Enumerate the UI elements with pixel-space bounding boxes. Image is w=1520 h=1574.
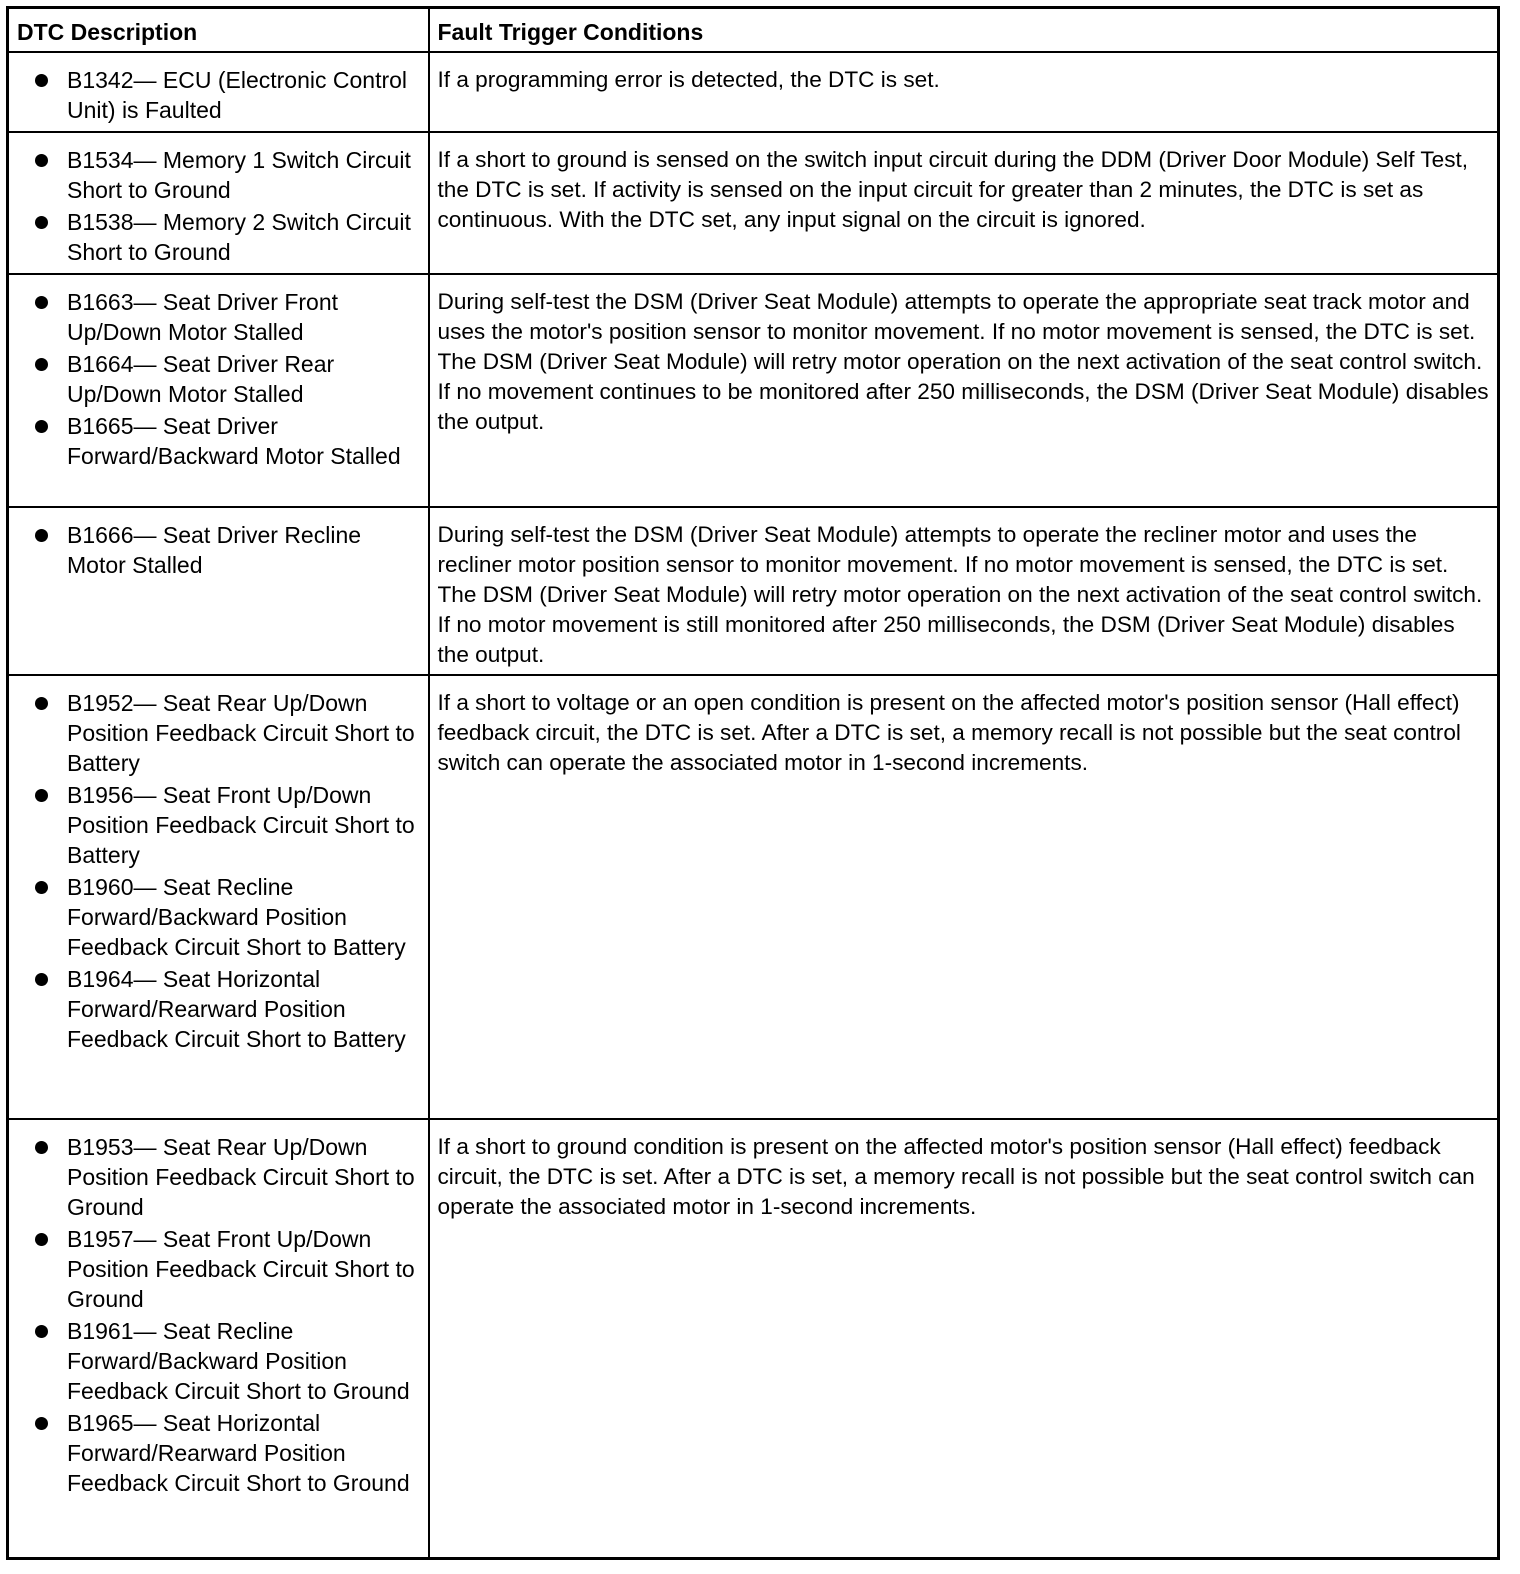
table-row: [8, 274, 1499, 507]
dtc-item: [33, 207, 422, 267]
header-fault-trigger-conditions: Fault Trigger Conditions: [429, 8, 1499, 52]
dtc-item: [33, 872, 422, 962]
dtc-list: [33, 520, 422, 580]
fault-condition-cell: During self-test the DSM (Driver Seat Module) attempts to operate the recliner motor and uses the recliner motor position sensor to monitor movement. If no motor movement is sensed, the DTC is set. The DSM (Driver Seat Module) will retry motor operation on the next activation of the seat control switch. If no motor movement is still monitored after 250 milliseconds, the DSM (Driver Seat Module) disables the output.: [429, 507, 1499, 675]
bullet-icon: [35, 697, 48, 710]
bullet-icon: [35, 420, 48, 433]
dtc-description-cell: [8, 507, 429, 675]
dtc-description-cell: [8, 1119, 429, 1559]
dtc-item: [33, 65, 422, 125]
dtc-list: [33, 287, 422, 471]
table-row: [8, 1119, 1499, 1559]
dtc-description-cell: [8, 132, 429, 274]
dtc-item: [33, 1408, 422, 1498]
table-body: [8, 52, 1499, 1559]
dtc-item-text: B1665— Seat Driver Forward/Backward Motor Stalled: [67, 412, 401, 469]
fault-condition-cell: If a programming error is detected, the DTC is set.: [429, 52, 1499, 132]
dtc-list: [33, 65, 422, 125]
dtc-item-text: B1953— Seat Rear Up/Down Position Feedback Circuit Short to Ground: [67, 1133, 415, 1220]
dtc-item-text: B1965— Seat Horizontal Forward/Rearward Position Feedback Circuit Short to Ground: [67, 1409, 410, 1496]
dtc-description-cell: [8, 675, 429, 1119]
bullet-icon: [35, 789, 48, 802]
bullet-icon: [35, 1141, 48, 1154]
dtc-item: [33, 520, 422, 580]
bullet-icon: [35, 1417, 48, 1430]
bullet-icon: [35, 216, 48, 229]
bullet-icon: [35, 973, 48, 986]
dtc-item: [33, 349, 422, 409]
dtc-item-text: B1964— Seat Horizontal Forward/Rearward Position Feedback Circuit Short to Battery: [67, 965, 406, 1052]
dtc-item-text: B1956— Seat Front Up/Down Position Feedback Circuit Short to Battery: [67, 781, 415, 868]
dtc-description-cell: [8, 52, 429, 132]
dtc-item: [33, 688, 422, 778]
table-row: [8, 132, 1499, 274]
bullet-icon: [35, 1233, 48, 1246]
dtc-item-text: B1960— Seat Recline Forward/Backward Position Feedback Circuit Short to Battery: [67, 873, 406, 960]
dtc-item-text: B1957— Seat Front Up/Down Position Feedback Circuit Short to Ground: [67, 1225, 415, 1312]
bullet-icon: [35, 296, 48, 309]
dtc-item: [33, 411, 422, 471]
bullet-icon: [35, 881, 48, 894]
dtc-table: [6, 6, 1500, 1560]
dtc-description-cell: [8, 274, 429, 507]
dtc-item-text: B1664— Seat Driver Rear Up/Down Motor Stalled: [67, 350, 335, 407]
dtc-list: [33, 145, 422, 267]
bullet-icon: [35, 358, 48, 371]
dtc-item: [33, 145, 422, 205]
dtc-list: [33, 1132, 422, 1498]
dtc-item-text: B1952— Seat Rear Up/Down Position Feedback Circuit Short to Battery: [67, 689, 415, 776]
dtc-item-text: B1534— Memory 1 Switch Circuit Short to Ground: [67, 146, 411, 203]
dtc-item-text: B1961— Seat Recline Forward/Backward Position Feedback Circuit Short to Ground: [67, 1317, 410, 1404]
bullet-icon: [35, 74, 48, 87]
dtc-item-text: B1666— Seat Driver Recline Motor Stalled: [67, 521, 362, 578]
dtc-item: [33, 1316, 422, 1406]
dtc-list: [33, 688, 422, 1054]
table-row: [8, 507, 1499, 675]
table-row: [8, 675, 1499, 1119]
bullet-icon: [35, 529, 48, 542]
fault-condition-cell: If a short to ground condition is present on the affected motor's position sensor (Hall effect) feedback circuit, the DTC is set. After a DTC is set, a memory recall is not possible but the seat control switch can operate the associated motor in 1-second increments.: [429, 1119, 1499, 1559]
dtc-item-text: B1663— Seat Driver Front Up/Down Motor Stalled: [67, 288, 339, 345]
dtc-item-text: B1342— ECU (Electronic Control Unit) is Faulted: [67, 66, 408, 123]
fault-condition-cell: During self-test the DSM (Driver Seat Module) attempts to operate the appropriate seat track motor and uses the motor's position sensor to monitor movement. If no motor movement is sensed, the DTC is set. The DSM (Driver Seat Module) will retry motor operation on the next activation of the seat control switch. If no movement continues to be monitored after 250 milliseconds, the DSM (Driver Seat Module) disables the output.: [429, 274, 1499, 507]
dtc-item: [33, 287, 422, 347]
dtc-item: [33, 780, 422, 870]
dtc-item: [33, 964, 422, 1054]
dtc-item: [33, 1224, 422, 1314]
fault-condition-cell: If a short to voltage or an open condition is present on the affected motor's position sensor (Hall effect) feedback circuit, the DTC is set. After a DTC is set, a memory recall is not possible but the seat control switch can operate the associated motor in 1-second increments.: [429, 675, 1499, 1119]
table-header-row: [8, 8, 1499, 52]
bullet-icon: [35, 1325, 48, 1338]
table-row: [8, 52, 1499, 132]
fault-condition-cell: If a short to ground is sensed on the switch input circuit during the DDM (Driver Door Module) Self Test, the DTC is set. If activity is sensed on the input circuit for greater than 2 minutes, the DTC is set as continuous. With the DTC set, any input signal on the circuit is ignored.: [429, 132, 1499, 274]
dtc-item-text: B1538— Memory 2 Switch Circuit Short to Ground: [67, 208, 411, 265]
bullet-icon: [35, 154, 48, 167]
dtc-item: [33, 1132, 422, 1222]
header-dtc-description: DTC Description: [8, 8, 429, 52]
